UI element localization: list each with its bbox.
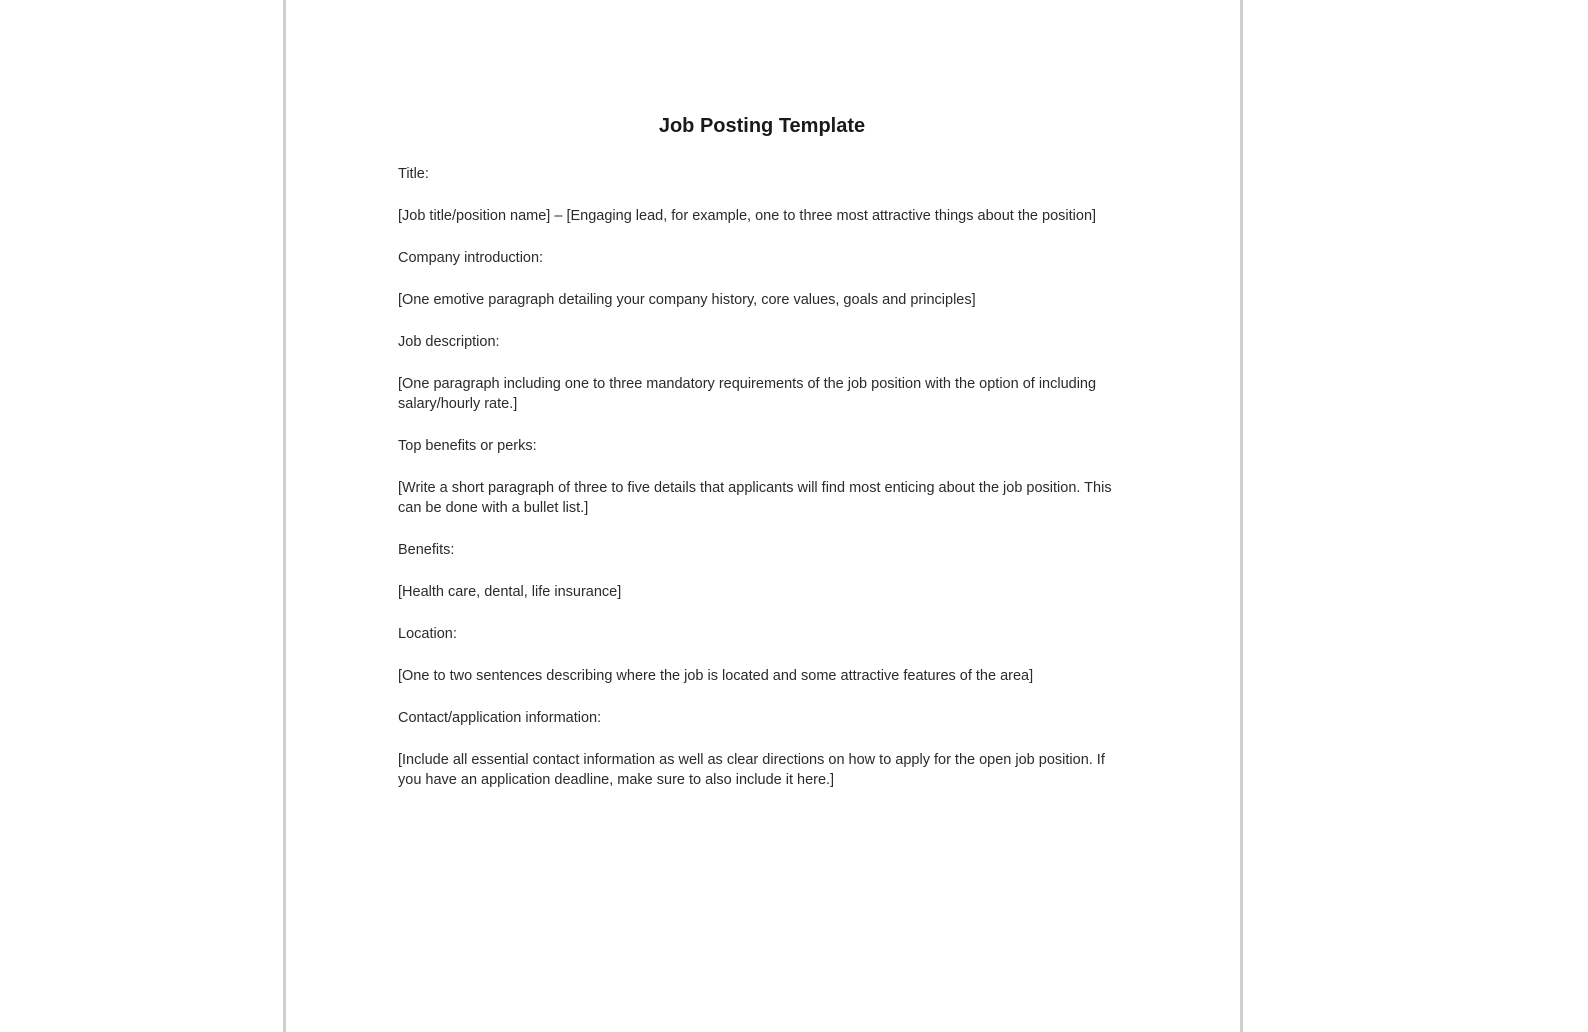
section-placeholder: [Include all essential contact information as well as clear directions on how to apply for the open job position. If you have an application deadline, make sure to also include it here.] xyxy=(398,752,1105,788)
section-label: Location: xyxy=(398,626,457,642)
document-title: Job Posting Template xyxy=(658,115,866,137)
section-placeholder: [One paragraph including one to three mandatory requirements of the job position with the option of including salary/hourly rate.] xyxy=(398,376,1097,412)
section-job-description xyxy=(398,332,1126,414)
section-label: Title: xyxy=(398,166,429,182)
section-label: Company introduction: xyxy=(398,250,544,266)
document-body xyxy=(398,110,1126,812)
section-placeholder: [One to two sentences describing where the job is located and some attractive features of the area] xyxy=(398,668,1034,684)
section-label: Job description: xyxy=(398,334,500,350)
section-placeholder: [One emotive paragraph detailing your company history, core values, goals and principles] xyxy=(398,292,976,308)
section-title xyxy=(398,164,1126,226)
section-placeholder: [Job title/position name] – [Engaging lead, for example, one to three most attractive things about the position] xyxy=(398,208,1097,224)
section-placeholder: [Write a short paragraph of three to five details that applicants will find most enticing about the job position. This can be done with a bullet list.] xyxy=(398,480,1112,516)
section-label: Benefits: xyxy=(398,542,455,558)
section-location xyxy=(398,624,1126,686)
section-company-introduction xyxy=(398,248,1126,310)
section-placeholder: [Health care, dental, life insurance] xyxy=(398,584,622,600)
section-top-benefits xyxy=(398,436,1126,518)
section-label: Top benefits or perks: xyxy=(398,438,537,454)
document-page xyxy=(283,0,1243,1032)
section-label: Contact/application information: xyxy=(398,710,602,726)
section-benefits xyxy=(398,540,1126,602)
section-contact-information xyxy=(398,708,1126,790)
